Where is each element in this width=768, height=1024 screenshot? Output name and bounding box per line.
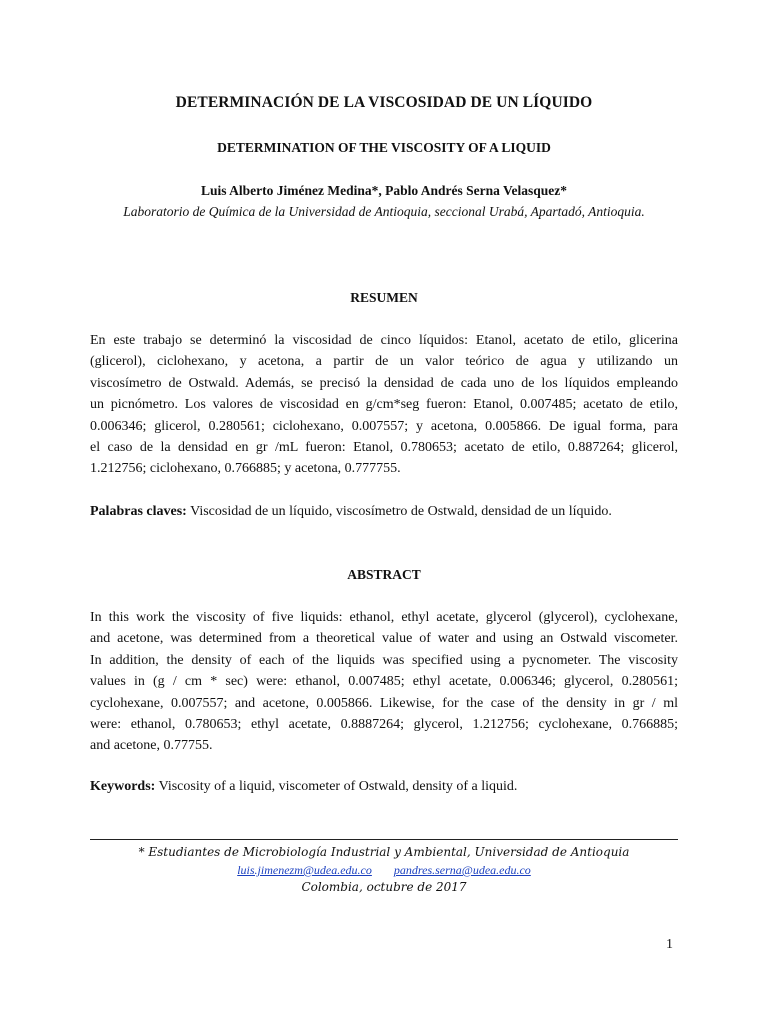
palabras-claves	[90, 501, 678, 522]
resumen-heading: RESUMEN	[350, 290, 418, 305]
resumen-line: el caso de la densidad en gr /mL fueron: Etanol, 0.780653; acetato de etilo, 0.887264; glicerol,	[90, 440, 678, 456]
resumen-line: 0.006346; glicerol, 0.280561; ciclohexano, 0.007557; y acetona, 0.005866. De igual forma, para	[90, 418, 678, 434]
footnote-place-date: Colombia, octubre de 2017	[301, 880, 467, 894]
abstract-line: and acetone, 0.77755.	[90, 738, 213, 754]
abstract-line: cyclohexane, 0.007557; and acetone, 0.005866. Likewise, for the case of the density in gr / ml	[90, 695, 678, 711]
resumen-line: un picnómetro. Los valores de viscosidad en g/cm*seg fueron: Etanol, 0.007485; acetato de etilo,	[90, 397, 678, 413]
affiliation: Laboratorio de Química de la Universidad de Antioquia, seccional Urabá, Apartadó, Antioquia.	[123, 204, 645, 219]
abstract-line: In addition, the density of each of the liquids was specified using a pycnometer. The viscosity	[90, 652, 678, 668]
keywords-text: Viscosity of a liquid, viscometer of Ostwald, density of a liquid.	[155, 779, 518, 794]
resumen-line: viscosímetro de Ostwald. Además, se precisó la densidad de cada uno de los líquidos empleando	[90, 375, 678, 391]
palabras-claves-text: Viscosidad de un líquido, viscosímetro de Ostwald, densidad de un líquido.	[186, 504, 612, 519]
title-english: DETERMINATION OF THE VISCOSITY OF A LIQUID	[217, 140, 551, 155]
email-link-luis[interactable]: luis.jimenezm@udea.edu.co	[237, 863, 372, 877]
abstract-line: values in (g / cm * sec) were: ethanol, 0.007485; ethyl acetate, 0.006346; glycerol, 0.280561;	[90, 674, 678, 690]
abstract-paragraph	[90, 607, 678, 757]
resumen-line: (glicerol), ciclohexano, y acetona, a partir de un valor teórico de agua y utilizando un	[90, 354, 678, 370]
title-spanish: DETERMINACIÓN DE LA VISCOSIDAD DE UN LÍQUIDO	[175, 94, 593, 111]
keywords-label: Keywords:	[90, 779, 156, 794]
authors: Luis Alberto Jiménez Medina*, Pablo Andrés Serna Velasquez*	[200, 183, 568, 198]
page-number: 1	[666, 937, 673, 952]
resumen-line: En este trabajo se determinó la viscosidad de cinco líquidos: Etanol, acetato de etilo, glicerina	[90, 333, 678, 348]
resumen-paragraph	[90, 330, 678, 480]
palabras-claves-label: Palabras claves:	[90, 504, 187, 519]
abstract-line: and acetone, was determined from a theoretical value of water and using an Ostwald viscometer.	[90, 631, 678, 647]
footnote-students: * Estudiantes de Microbiología Industrial y Ambiental, Universidad de Antioquia	[138, 845, 630, 859]
abstract-line: In this work the viscosity of five liquids: ethanol, ethyl acetate, glycerol (glycerol), cyclohexane,	[90, 610, 678, 625]
keywords	[90, 776, 678, 797]
footnote-emails	[0, 863, 768, 878]
resumen-line: 1.212756; ciclohexano, 0.766885; y acetona, 0.777755.	[90, 461, 401, 477]
abstract-heading: ABSTRACT	[347, 567, 421, 582]
footnote-divider	[90, 839, 678, 840]
email-link-pablo[interactable]: pandres.serna@udea.edu.co	[393, 863, 531, 877]
abstract-line: were: ethanol, 0.780653; ethyl acetate, 0.8887264; glycerol, 1.212756; cyclohexane, 0.766885;	[90, 717, 678, 733]
